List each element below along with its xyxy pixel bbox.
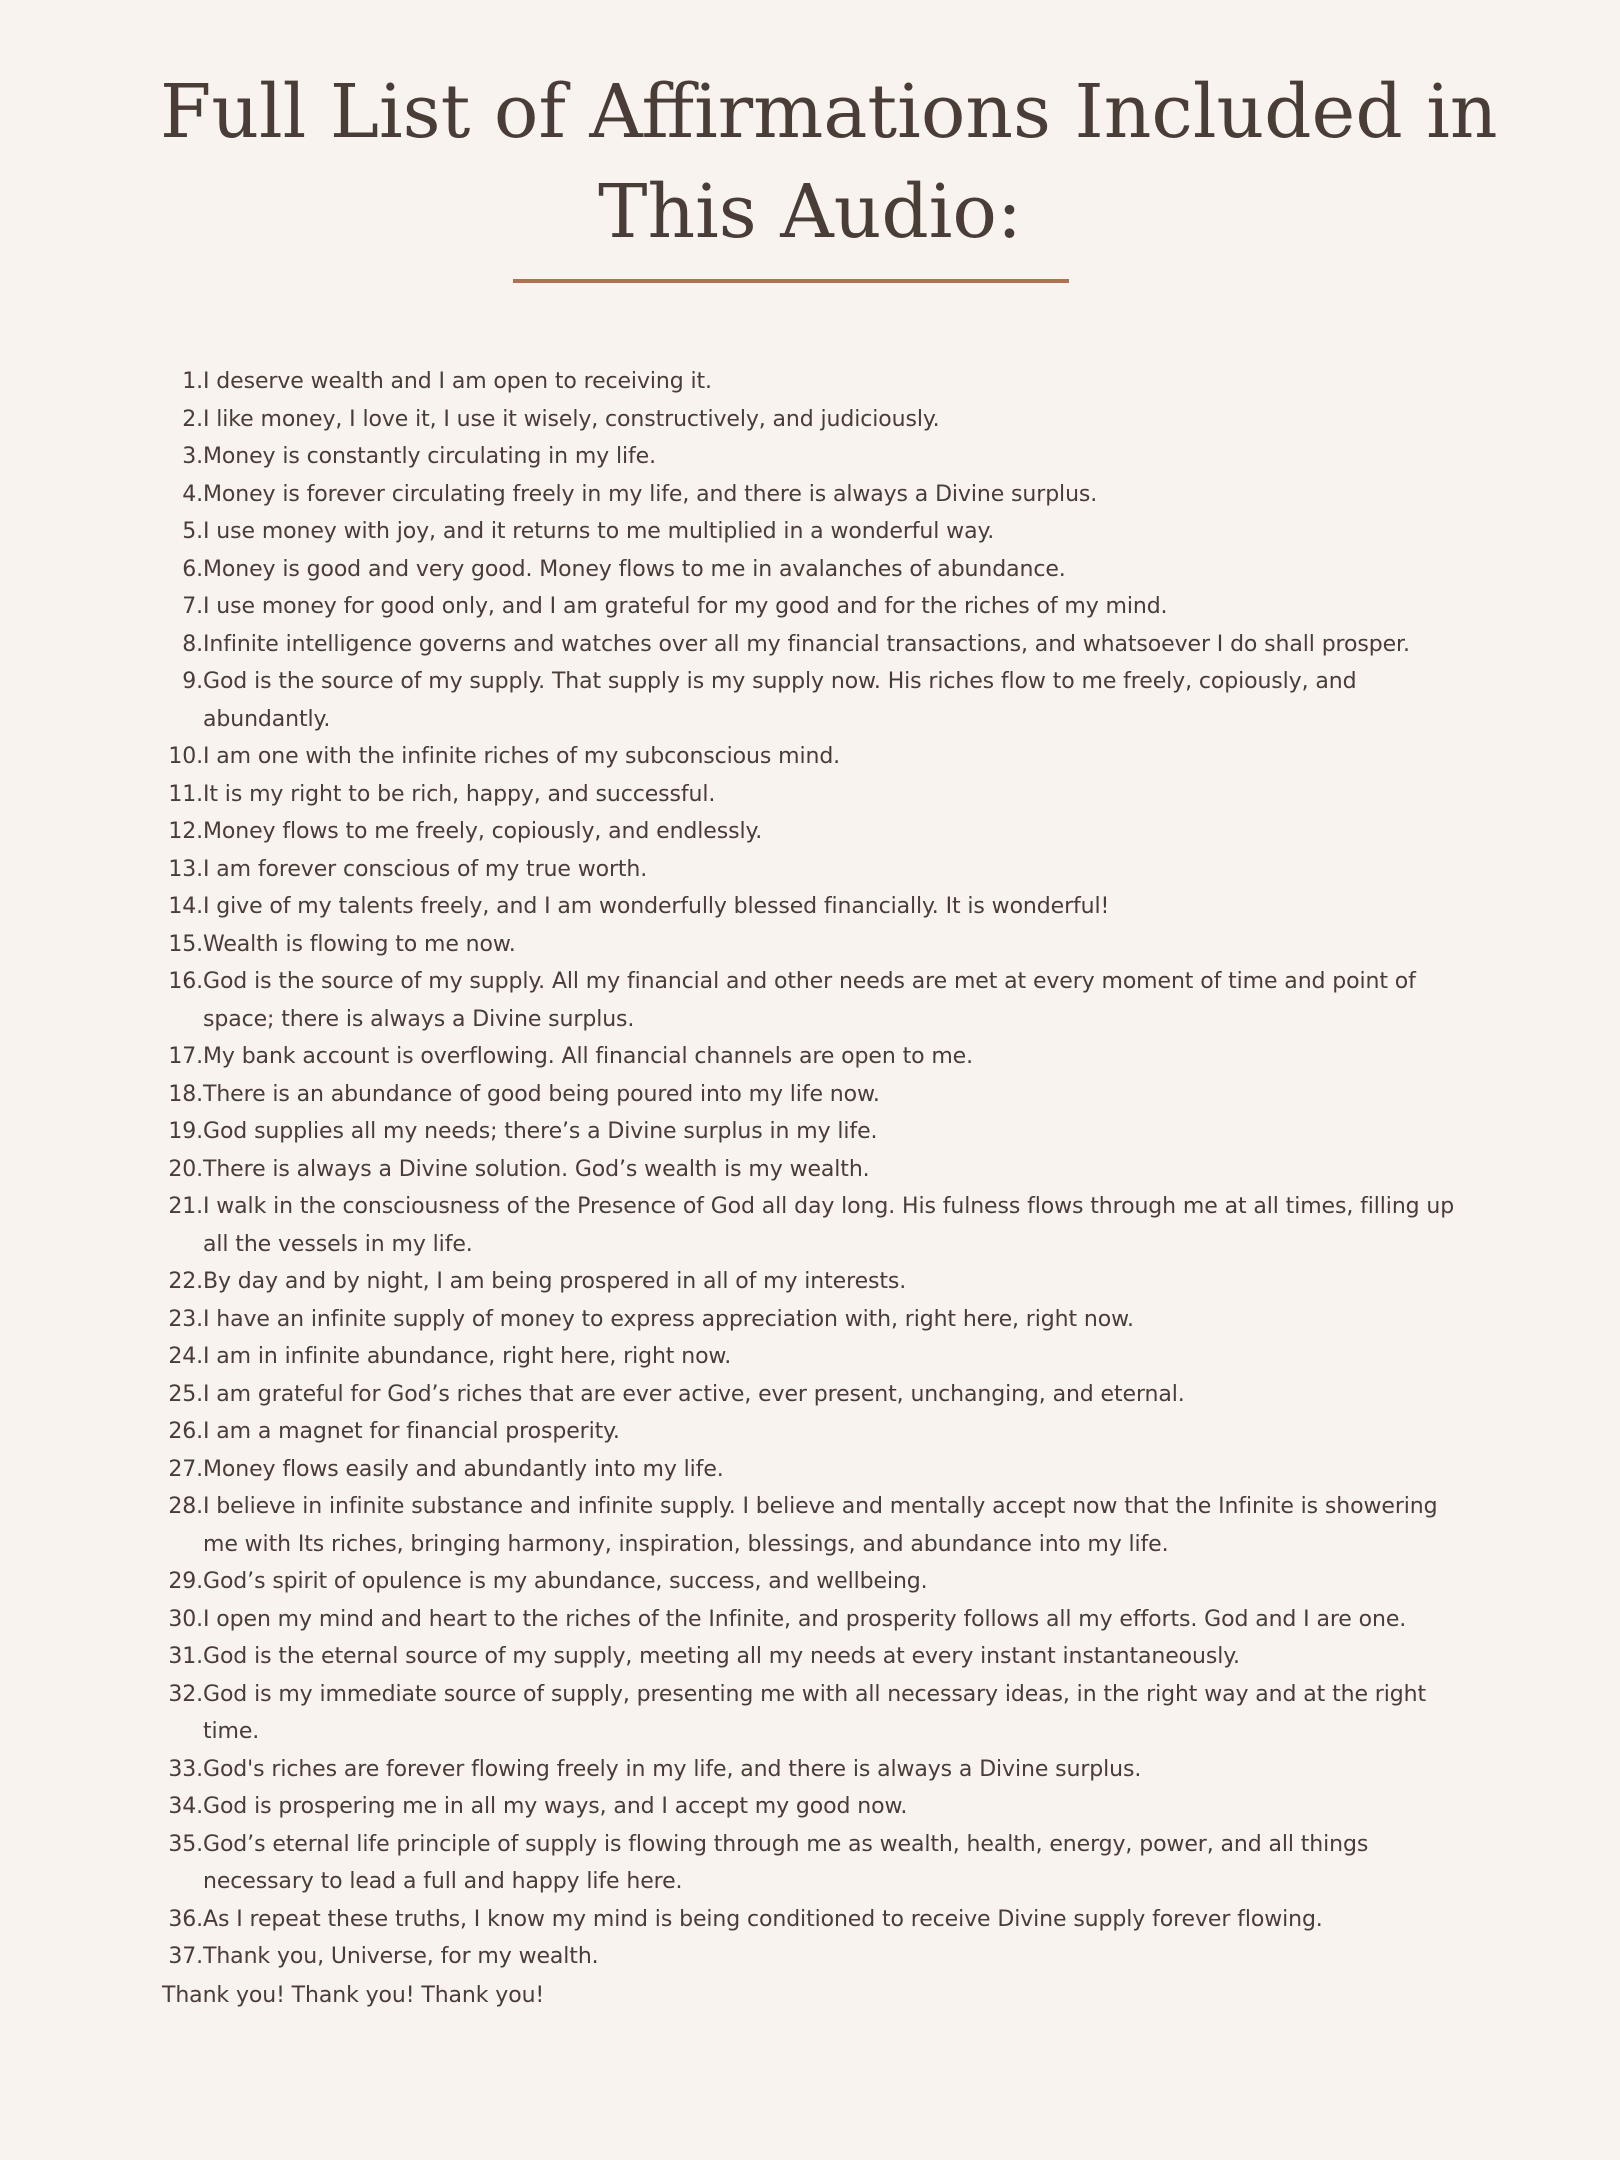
affirmation-list [162, 363, 1462, 1976]
list-item-number: 3. [182, 444, 203, 469]
list-item-text: My bank account is overflowing. All financial channels are open to me. [203, 1044, 974, 1069]
list-item [162, 1038, 1462, 1076]
list-item [162, 1113, 1462, 1151]
list-item [162, 1338, 1462, 1376]
list-item-text: Wealth is flowing to me now. [203, 931, 516, 957]
list-item-number: 6. [182, 556, 203, 582]
closing-line: Thank you! Thank you! Thank you! [162, 1983, 545, 2008]
list-item [162, 551, 1462, 589]
list-item [162, 1676, 1462, 1751]
list-item-text: Money flows easily and abundantly into my life. [203, 1456, 724, 1482]
list-item-text: Money flows to me freely, copiously, and endlessly. [203, 819, 763, 844]
list-item-number: 20. [168, 1156, 203, 1182]
list-item [162, 1076, 1462, 1114]
list-item [162, 401, 1462, 439]
list-item [162, 1263, 1462, 1301]
list-item-text: I am a magnet for financial prosperity. [203, 1419, 620, 1444]
list-item-text: By day and by night, I am being prospered in all of my interests. [203, 1269, 907, 1294]
list-item [162, 1601, 1462, 1639]
list-item [162, 888, 1462, 926]
list-item [162, 963, 1462, 1038]
list-item [162, 1451, 1462, 1489]
list-item [162, 438, 1462, 476]
list-item-number: 33. [168, 1756, 203, 1782]
list-item-text: I like money, I love it, I use it wisely, constructively, and judiciously. [203, 406, 940, 432]
list-item-text: There is always a Divine solution. God’s wealth is my wealth. [203, 1156, 870, 1182]
list-item-number: 31. [168, 1644, 203, 1669]
list-item-text: I am forever conscious of my true worth. [203, 856, 648, 882]
list-item-number: 7. [182, 594, 203, 619]
list-item-number: 4. [182, 481, 203, 507]
list-item [162, 1638, 1462, 1676]
title-divider [513, 279, 1069, 283]
list-item-text: It is my right to be rich, happy, and successful. [203, 781, 716, 807]
list-item-number: 35. [168, 1831, 203, 1857]
list-item [162, 588, 1462, 626]
list-item-number: 24. [168, 1344, 203, 1369]
list-item-text: Infinite intelligence governs and watches over all my financial transactions, and whatsoever I do shall prosper. [203, 631, 1410, 657]
list-item-number: 28. [168, 1494, 203, 1519]
list-item [162, 1826, 1462, 1901]
list-item [162, 851, 1462, 889]
list-item-number: 9. [182, 669, 203, 694]
list-item [162, 813, 1462, 851]
list-item-number: 18. [168, 1081, 203, 1107]
list-item [162, 926, 1462, 964]
list-item-number: 37. [168, 1944, 203, 1969]
list-item [162, 738, 1462, 776]
list-item-number: 30. [168, 1606, 203, 1632]
list-item-number: 32. [168, 1681, 203, 1707]
list-item-text: Money is forever circulating freely in my life, and there is always a Divine surplus. [203, 481, 1098, 507]
list-item [162, 1376, 1462, 1414]
list-item-text: I believe in infinite substance and infinite supply. I believe and mentally accept now that the Infinite is showering me with Its riches, bringing harmony, inspiration, blessings, and abundance into my life. [203, 1494, 1438, 1557]
list-item-text: I give of my talents freely, and I am wonderfully blessed financially. It is wonderful! [203, 894, 1110, 919]
list-item-text: God is prospering me in all my ways, and I accept my good now. [203, 1794, 908, 1819]
list-item-text: God is my immediate source of supply, presenting me with all necessary ideas, in the right way and at the right time. [203, 1681, 1426, 1744]
list-item-number: 15. [168, 931, 203, 957]
list-item [162, 1301, 1462, 1339]
list-item-text: Money is constantly circulating in my life. [203, 444, 656, 469]
list-item-number: 12. [168, 819, 203, 844]
list-item-number: 22. [168, 1269, 203, 1294]
list-item-number: 29. [168, 1569, 203, 1594]
list-item-text: God’s spirit of opulence is my abundance, success, and wellbeing. [203, 1569, 928, 1594]
list-item-text: God is the eternal source of my supply, meeting all my needs at every instant instantaneously. [203, 1644, 1240, 1669]
list-item-number: 17. [168, 1044, 203, 1069]
list-item [162, 1938, 1462, 1976]
list-item [162, 363, 1462, 401]
list-item-text: I have an infinite supply of money to express appreciation with, right here, right now. [203, 1306, 1134, 1332]
list-item [162, 1413, 1462, 1451]
list-item-number: 16. [168, 969, 203, 994]
list-item [162, 513, 1462, 551]
list-item-number: 2. [182, 406, 203, 432]
list-item-number: 27. [168, 1456, 203, 1482]
list-item-text: There is an abundance of good being poured into my life now. [203, 1081, 880, 1107]
list-item-text: I use money for good only, and I am grateful for my good and for the riches of my mind. [203, 594, 1168, 619]
list-item [162, 476, 1462, 514]
list-item-number: 23. [168, 1306, 203, 1332]
list-item-text: God’s eternal life principle of supply is flowing through me as wealth, health, energy, power, and all things necessary to lead a full and happy life here. [203, 1831, 1369, 1894]
list-item [162, 1563, 1462, 1601]
list-item-text: I walk in the consciousness of the Presence of God all day long. His fulness flows through me at all times, filling up all the vessels in my life. [203, 1194, 1455, 1257]
list-item-number: 36. [168, 1906, 203, 1932]
list-item [162, 1188, 1462, 1263]
list-item-number: 8. [182, 631, 203, 657]
list-item-text: Money is good and very good. Money flows to me in avalanches of abundance. [203, 556, 1066, 582]
list-item-number: 21. [168, 1194, 203, 1219]
list-item-number: 19. [168, 1119, 203, 1144]
list-item-text: Thank you, Universe, for my wealth. [203, 1944, 599, 1969]
list-item [162, 1151, 1462, 1189]
list-item-number: 1. [182, 369, 203, 394]
list-item [162, 626, 1462, 664]
list-item-number: 14. [168, 894, 203, 919]
list-item-number: 26. [168, 1419, 203, 1444]
list-item-number: 5. [182, 519, 203, 544]
list-item-number: 10. [168, 744, 203, 769]
page-title-line-1: Full List of Affirmations Included in [160, 69, 1498, 155]
list-item [162, 1901, 1462, 1939]
list-item-number: 34. [168, 1794, 203, 1819]
list-item-text: I use money with joy, and it returns to me multiplied in a wonderful way. [203, 519, 995, 544]
list-item-number: 11. [168, 781, 203, 807]
list-item [162, 1788, 1462, 1826]
list-item-text: God's riches are forever flowing freely in my life, and there is always a Divine surplus. [203, 1756, 1142, 1782]
list-item-text: I deserve wealth and I am open to receiving it. [203, 369, 712, 394]
page-title [160, 62, 1498, 262]
list-item [162, 776, 1462, 814]
list-item-text: I am in infinite abundance, right here, right now. [203, 1344, 732, 1369]
list-item-number: 13. [168, 856, 203, 882]
list-item-text: As I repeat these truths, I know my mind is being conditioned to receive Divine supply forever flowing. [203, 1906, 1323, 1932]
list-item-text: I am grateful for God’s riches that are ever active, ever present, unchanging, and eternal. [203, 1381, 1185, 1407]
list-item-text: God supplies all my needs; there’s a Divine surplus in my life. [203, 1119, 878, 1144]
list-item-number: 25. [168, 1381, 203, 1407]
list-item [162, 1751, 1462, 1789]
list-item-text: God is the source of my supply. That supply is my supply now. His riches flow to me freely, copiously, and abundantly. [203, 669, 1357, 732]
list-item-text: I open my mind and heart to the riches of the Infinite, and prosperity follows all my efforts. God and I are one. [203, 1606, 1407, 1632]
list-item-text: I am one with the infinite riches of my subconscious mind. [203, 744, 841, 769]
list-item-text: God is the source of my supply. All my financial and other needs are met at every moment of time and point of space; there is always a Divine surplus. [203, 969, 1416, 1032]
list-item [162, 663, 1462, 738]
page-title-line-2: This Audio: [598, 169, 1022, 255]
list-item [162, 1488, 1462, 1563]
